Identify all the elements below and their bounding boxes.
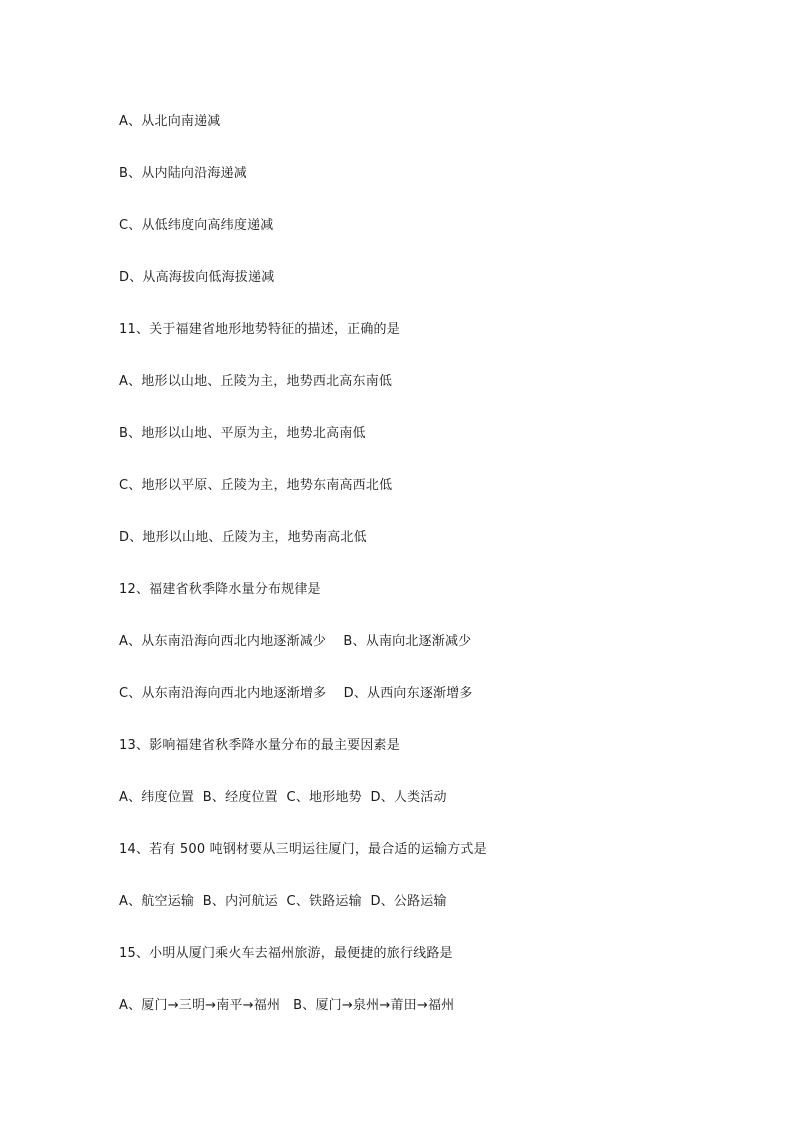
option-c-prev: C、从低纬度向高纬度递减 (119, 218, 274, 233)
question-11-option-c: C、地形以平原、丘陵为主，地势东南高西北低 (119, 478, 393, 493)
question-12-options-cd: C、从东南沿海向西北内地逐渐增多 D、从西向东逐渐增多 (119, 686, 473, 701)
question-11: 11、关于福建省地形地势特征的描述，正确的是 (119, 322, 400, 337)
question-11-option-a: A、地形以山地、丘陵为主，地势西北高东南低 (119, 374, 393, 389)
option-d-prev: D、从高海拔向低海拔递减 (119, 270, 275, 285)
question-12: 12、福建省秋季降水量分布规律是 (119, 582, 321, 597)
question-15-options: A、厦门→三明→南平→福州 B、厦门→泉州→莆田→福州 (119, 998, 455, 1013)
question-13: 13、影响福建省秋季降水量分布的最主要因素是 (119, 738, 400, 753)
question-15: 15、小明从厦门乘火车去福州旅游，最便捷的旅行线路是 (119, 946, 453, 961)
option-b-prev: B、从内陆向沿海递减 (119, 166, 247, 181)
question-11-option-d: D、地形以山地、丘陵为主，地势南高北低 (119, 530, 367, 545)
question-12-options-ab: A、从东南沿海向西北内地逐渐减少 B、从南向北逐渐减少 (119, 634, 472, 649)
question-11-option-b: B、地形以山地、平原为主，地势北高南低 (119, 426, 366, 441)
question-14-options: A、航空运输 B、内河航运 C、铁路运输 D、公路运输 (119, 894, 447, 909)
option-a-prev: A、从北向南递减 (119, 114, 221, 129)
question-13-options: A、纬度位置 B、经度位置 C、地形地势 D、人类活动 (119, 790, 447, 805)
question-14: 14、若有 500 吨钢材要从三明运往厦门，最合适的运输方式是 (119, 842, 487, 857)
